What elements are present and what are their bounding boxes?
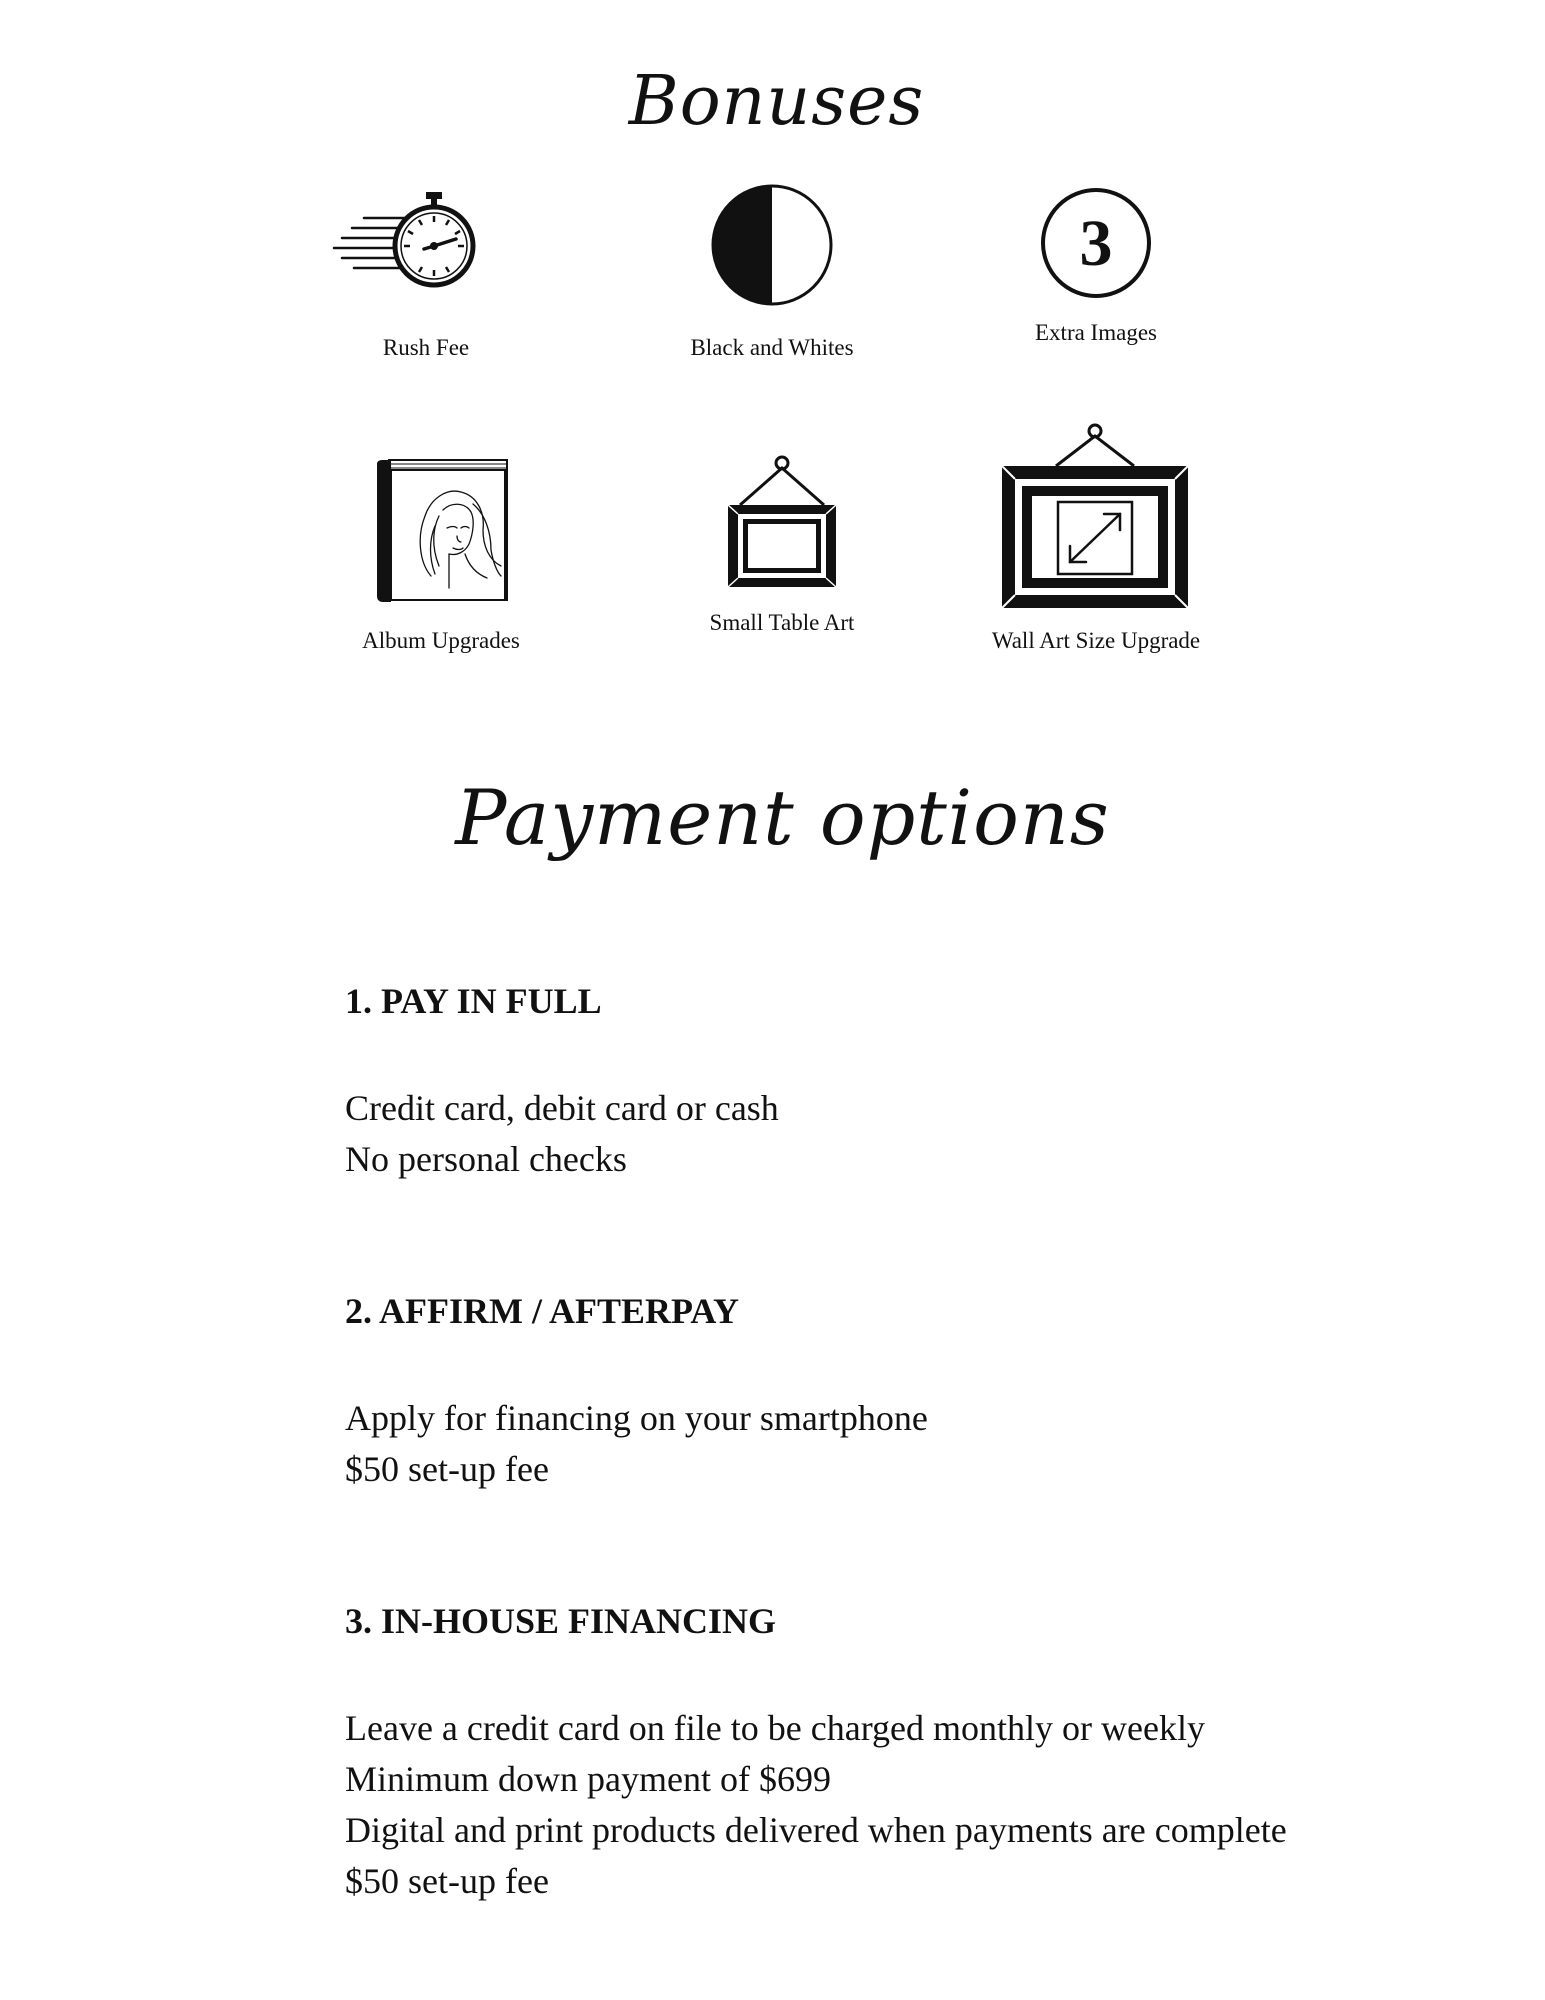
bonuses-title: Bonuses — [628, 62, 925, 141]
payment-line: Minimum down payment of $699 — [345, 1759, 831, 1799]
bonus-label-rush-fee: Rush Fee — [382, 335, 470, 360]
half-circle-icon — [710, 183, 834, 307]
stopwatch-icon — [334, 190, 484, 290]
number-circle-icon — [1040, 187, 1152, 299]
bonus-label-album-upgrades: Album Upgrades — [362, 628, 520, 653]
large-frame-resize-icon — [1000, 424, 1190, 610]
payment-line: $50 set-up fee — [345, 1449, 549, 1489]
payment-line: $50 set-up fee — [345, 1861, 549, 1901]
bonus-label-extra-images: Extra Images — [1035, 320, 1157, 345]
payment-heading-affirm-afterpay: 2. AFFIRM / AFTERPAY — [345, 1291, 740, 1331]
payment-line: Credit card, debit card or cash — [345, 1088, 779, 1128]
payment-heading-in-house-financing: 3. IN-HOUSE FINANCING — [345, 1601, 777, 1641]
bonus-label-wall-art-size-upgrade: Wall Art Size Upgrade — [991, 628, 1201, 653]
small-frame-icon — [726, 455, 838, 589]
payment-line: Leave a credit card on file to be charged monthly or weekly — [345, 1708, 1205, 1748]
payment-option-pay-in-full — [345, 979, 1445, 1185]
album-icon — [373, 458, 513, 604]
payment-option-affirm-afterpay — [345, 1289, 1445, 1495]
payment-options-title: Payment options — [455, 773, 1110, 862]
payment-line: No personal checks — [345, 1139, 627, 1179]
payment-heading-pay-in-full: 1. PAY IN FULL — [345, 981, 602, 1021]
payment-line: Apply for financing on your smartphone — [345, 1398, 928, 1438]
payment-option-in-house-financing — [345, 1599, 1445, 1907]
bonus-label-small-table-art: Small Table Art — [709, 610, 855, 635]
bonus-label-black-and-whites: Black and Whites — [690, 335, 854, 360]
number-circle-text: 3 — [1079, 207, 1113, 280]
payment-line: Digital and print products delivered when payments are complete — [345, 1810, 1287, 1850]
